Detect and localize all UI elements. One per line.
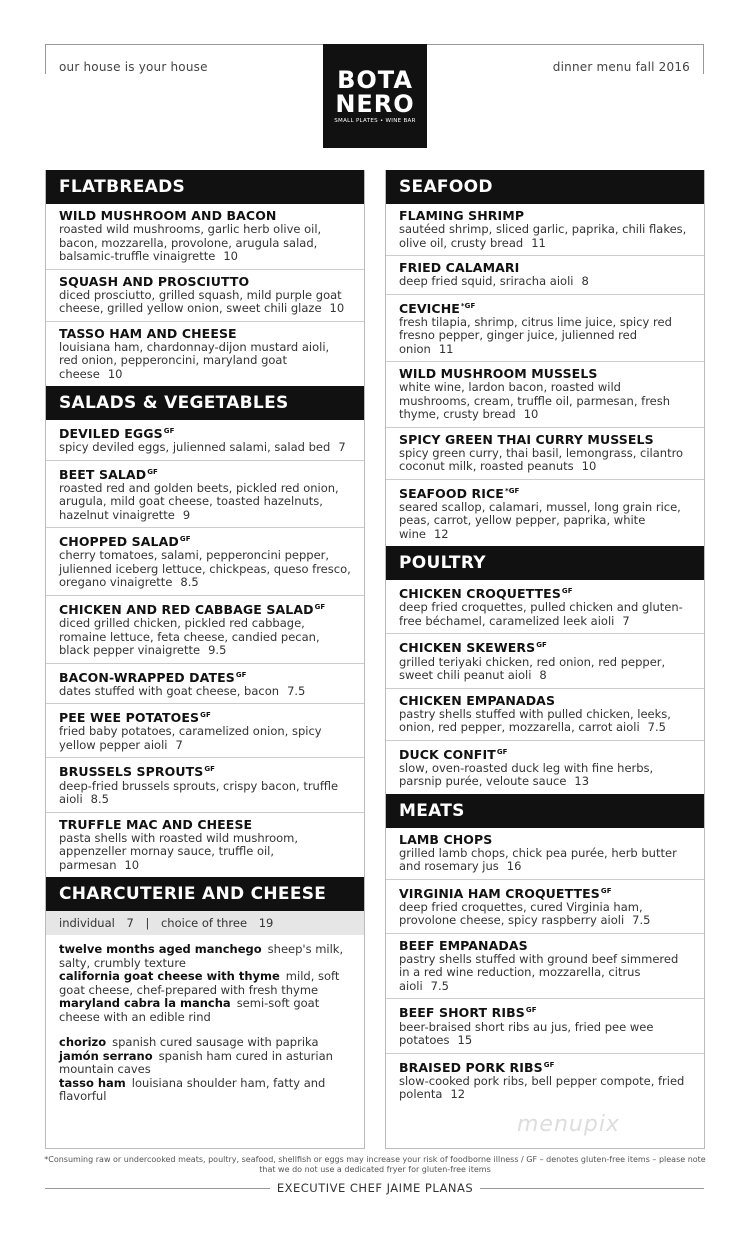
item-name bbox=[59, 762, 351, 779]
gluten-free-badge: GF bbox=[200, 711, 211, 720]
menu-item bbox=[386, 480, 704, 547]
item-name-text: CHICKEN CROQUETTES bbox=[399, 586, 561, 602]
charcuterie-description: louisiana shoulder ham, fatty and flavorful bbox=[59, 1075, 326, 1104]
item-description-text: dates stuffed with goat cheese, bacon bbox=[59, 683, 280, 698]
item-description-text: diced prosciutto, grilled squash, mild purple goat cheese, grilled yellow onion, sweet chili glaze bbox=[59, 287, 342, 315]
item-description-text: fried baby potatoes, caramelized onion, spicy yellow pepper aioli bbox=[59, 724, 322, 752]
item-price: 7 bbox=[622, 613, 630, 628]
item-description-text: grilled teriyaki chicken, red onion, red pepper, sweet chili peanut aioli bbox=[399, 654, 666, 683]
item-price: 11 bbox=[531, 235, 546, 250]
item-description bbox=[59, 780, 351, 807]
item-name bbox=[399, 208, 691, 223]
menu-item bbox=[46, 461, 364, 529]
charcuterie-description: semi-soft goat cheese with an edible rind bbox=[59, 996, 320, 1024]
item-price: 9 bbox=[182, 507, 191, 522]
individual-price: 7 bbox=[126, 916, 134, 931]
gluten-free-badge: GF bbox=[561, 587, 573, 596]
gluten-free-badge: GF bbox=[204, 765, 216, 774]
item-description-text: pastry shells stuffed with ground beef simmered in a red wine reduction, mozzarella, citrus aioli bbox=[399, 951, 679, 993]
menu-item bbox=[386, 362, 704, 428]
charcuterie-name: maryland cabra la mancha bbox=[59, 996, 231, 1011]
item-price: 7.5 bbox=[430, 978, 449, 993]
menu-item bbox=[46, 813, 364, 878]
item-name bbox=[59, 326, 351, 341]
menu-item bbox=[386, 828, 704, 880]
charcuterie-entry bbox=[59, 1036, 351, 1050]
charcuterie-entry bbox=[59, 943, 351, 970]
item-description bbox=[399, 1021, 691, 1048]
section-poultry bbox=[386, 546, 704, 793]
menu-item bbox=[386, 1054, 704, 1107]
item-price: 7.5 bbox=[287, 683, 306, 698]
item-name bbox=[59, 708, 351, 725]
gluten-free-badge: GF bbox=[314, 602, 326, 611]
gluten-free-badge: GF bbox=[543, 1060, 555, 1069]
section-title: SALADS & VEGETABLES bbox=[46, 386, 364, 420]
item-description bbox=[59, 549, 351, 590]
menu-item bbox=[46, 758, 364, 812]
item-name-text: CHOPPED SALAD bbox=[59, 534, 179, 550]
item-name-text: BACON-WRAPPED DATES bbox=[59, 669, 235, 685]
menu-item bbox=[386, 741, 704, 794]
executive-chef: EXECUTIVE CHEF JAIME PLANAS bbox=[276, 1181, 474, 1195]
item-name-text: BEEF EMPANADAS bbox=[399, 937, 528, 953]
item-name bbox=[399, 638, 691, 655]
item-name-text: LAMB CHOPS bbox=[399, 831, 493, 847]
item-name bbox=[399, 884, 691, 901]
item-list bbox=[46, 204, 364, 386]
section-title: MEATS bbox=[386, 794, 704, 828]
section-salads bbox=[46, 386, 364, 877]
watermark-logo: menupix bbox=[517, 1112, 620, 1137]
gluten-free-badge: GF bbox=[147, 467, 158, 476]
item-description-text: deep fried croquettes, cured Virginia ham, provolone cheese, spicy raspberry aioli bbox=[399, 899, 643, 928]
item-description bbox=[59, 341, 351, 382]
item-description-text: fresh tilapia, shrimp, citrus lime juice, spicy red fresno pepper, ginger juice, julienned red onion bbox=[399, 314, 672, 356]
item-price: 10 bbox=[329, 301, 345, 315]
menu-item bbox=[386, 999, 704, 1053]
item-description-text: pasta shells with roasted wild mushroom, appenzeller mornay sauce, truffle oil, parmesan bbox=[59, 830, 299, 872]
item-price: 15 bbox=[457, 1033, 473, 1048]
item-description-text: sautéed shrimp, sliced garlic, paprika, chili flakes, olive oil, crusty bread bbox=[399, 222, 687, 250]
menu-item bbox=[386, 934, 704, 1000]
item-description bbox=[59, 832, 351, 873]
item-description-text: seared scallop, calamari, mussel, long grain rice, peas, carrot, yellow pepper, paprika, white wine bbox=[399, 499, 681, 541]
item-price: 7.5 bbox=[647, 720, 666, 735]
gluten-free-badge: GF bbox=[179, 535, 191, 544]
choice-of-three-price: 19 bbox=[258, 916, 274, 931]
item-name bbox=[399, 832, 691, 847]
item-name-text: SEAFOOD RICE bbox=[399, 485, 504, 501]
menu-item bbox=[386, 204, 704, 256]
charcuterie-pricing bbox=[46, 911, 364, 935]
logo-line-1: BOTA bbox=[337, 66, 413, 94]
charcuterie-name: jamón serrano bbox=[59, 1048, 153, 1063]
item-description-text: grilled lamb chops, chick pea purée, herb butter and rosemary jus bbox=[399, 845, 677, 874]
menu-item bbox=[46, 704, 364, 758]
header-rule-right-vertical bbox=[703, 44, 704, 74]
menu-item bbox=[46, 322, 364, 387]
menu-item bbox=[46, 664, 364, 705]
charcuterie-name: twelve months aged manchego bbox=[59, 942, 262, 957]
item-description-text: slow, oven-roasted duck leg with fine herbs, parsnip purée, veloute sauce bbox=[399, 760, 654, 789]
meat-list bbox=[59, 1036, 351, 1104]
charcuterie-description: sheep's milk, salty, crumbly texture bbox=[59, 942, 344, 970]
item-name bbox=[59, 668, 351, 685]
menu-item bbox=[386, 689, 704, 741]
item-name-text: TRUFFLE MAC AND CHEESE bbox=[59, 816, 253, 832]
item-description bbox=[59, 685, 351, 699]
gluten-free-badge: GF bbox=[235, 670, 247, 679]
item-price: 7 bbox=[338, 440, 346, 455]
tagline-right: dinner menu fall 2016 bbox=[552, 60, 690, 74]
charcuterie-name: chorizo bbox=[59, 1035, 107, 1050]
gluten-free-badge: GF bbox=[600, 886, 612, 895]
item-name-text: SQUASH AND PROSCIUTTO bbox=[59, 273, 250, 289]
item-name-text: VIRGINIA HAM CROQUETTES bbox=[399, 885, 600, 901]
item-description-text: louisiana ham, chardonnay-dijon mustard aioli, red onion, pepperoncini, maryland goat cheese bbox=[59, 339, 330, 381]
section-title: POULTRY bbox=[386, 546, 704, 580]
item-name bbox=[399, 432, 691, 447]
gluten-free-badge: GF bbox=[496, 747, 508, 756]
item-name-text: CEVICHE bbox=[399, 300, 460, 316]
section-title: CHARCUTERIE AND CHEESE bbox=[46, 877, 364, 911]
item-description bbox=[399, 601, 691, 628]
item-description bbox=[399, 275, 691, 289]
item-name-text: FLAMING SHRIMP bbox=[399, 208, 525, 223]
menu-item bbox=[386, 256, 704, 295]
item-price: 12 bbox=[433, 526, 449, 541]
item-price: 16 bbox=[506, 859, 522, 874]
gluten-free-badge: GF bbox=[163, 427, 175, 435]
charcuterie-description: spanish cured sausage with paprika bbox=[112, 1035, 319, 1050]
cheese-list bbox=[59, 943, 351, 1024]
item-name bbox=[399, 1003, 691, 1020]
charcuterie-entry bbox=[59, 1050, 351, 1077]
item-price: 10 bbox=[107, 366, 123, 381]
left-column bbox=[45, 170, 365, 1149]
header-rule-right bbox=[427, 44, 704, 45]
item-name bbox=[399, 584, 691, 601]
item-name-text: PEE WEE POTATOES bbox=[59, 710, 200, 726]
item-name-text: CHICKEN EMPANADAS bbox=[399, 692, 556, 708]
item-name bbox=[399, 484, 691, 501]
item-description-text: deep fried squid, sriracha aioli bbox=[399, 274, 574, 288]
item-name bbox=[399, 260, 691, 275]
right-column bbox=[385, 170, 705, 1149]
section-meats bbox=[386, 794, 704, 1107]
item-description-text: beer-braised short ribs au jus, fried pee wee potatoes bbox=[399, 1019, 654, 1048]
item-description-text: diced grilled chicken, pickled red cabbage, romaine lettuce, feta cheese, candied pecan, black pepper vinaigrette bbox=[59, 616, 320, 658]
item-name-text: DUCK CONFIT bbox=[399, 746, 496, 762]
item-name bbox=[59, 600, 351, 617]
item-name bbox=[399, 1058, 691, 1075]
section-title: FLATBREADS bbox=[46, 170, 364, 204]
item-description bbox=[399, 708, 691, 735]
item-name-text: FRIED CALAMARI bbox=[399, 260, 520, 275]
gluten-free-badge: *GF bbox=[460, 301, 476, 310]
item-name-text: SPICY GREEN THAI CURRY MUSSELS bbox=[399, 431, 654, 447]
menu-item bbox=[386, 428, 704, 480]
item-description-text: cherry tomatoes, salami, pepperoncini pepper, julienned iceberg lettuce, chickpeas, queso fresco, oregano vinaigrette bbox=[59, 548, 351, 590]
item-description bbox=[59, 223, 351, 264]
item-name-text: BRAISED PORK RIBS bbox=[399, 1059, 543, 1075]
item-description bbox=[399, 501, 691, 542]
item-description-text: roasted red and golden beets, pickled red onion, arugula, mild goat cheese, toasted hazelnuts, hazelnut vinaigrette bbox=[59, 480, 339, 522]
charcuterie-entry bbox=[59, 997, 351, 1024]
item-description bbox=[399, 447, 691, 474]
item-description bbox=[59, 617, 351, 658]
item-name-text: CHICKEN SKEWERS bbox=[399, 640, 536, 656]
item-description bbox=[399, 901, 691, 928]
item-list bbox=[386, 204, 704, 546]
item-description-text: white wine, lardon bacon, roasted wild mushrooms, cream, truffle oil, parmesan, fresh thyme, crusty bread bbox=[399, 380, 671, 422]
charcuterie-name: tasso ham bbox=[59, 1075, 126, 1090]
item-price: 8.5 bbox=[90, 792, 109, 807]
gluten-free-badge: *GF bbox=[504, 486, 520, 495]
item-name-text: BEET SALAD bbox=[59, 466, 147, 482]
item-price: 7 bbox=[175, 737, 183, 752]
menu-item bbox=[386, 880, 704, 934]
item-name bbox=[59, 465, 351, 482]
item-list bbox=[386, 580, 704, 793]
item-price: 8.5 bbox=[180, 575, 199, 590]
item-price: 9.5 bbox=[208, 643, 227, 658]
item-list bbox=[46, 420, 364, 877]
menu-item bbox=[46, 204, 364, 270]
item-description bbox=[399, 847, 691, 874]
header-rule-left bbox=[45, 44, 323, 45]
charcuterie-description: spanish ham cured in asturian mountain caves bbox=[59, 1048, 333, 1077]
item-price: 10 bbox=[124, 857, 140, 872]
item-description bbox=[399, 953, 691, 994]
logo-subtitle: SMALL PLATES • WINE BAR bbox=[334, 118, 416, 124]
charcuterie-list bbox=[46, 935, 364, 1110]
item-description bbox=[399, 381, 691, 422]
item-description bbox=[59, 482, 351, 523]
item-price: 10 bbox=[523, 407, 539, 422]
menu-item bbox=[386, 580, 704, 634]
item-description-text: spicy deviled eggs, julienned salami, salad bed bbox=[59, 440, 331, 455]
item-name-text: BEEF SHORT RIBS bbox=[399, 1005, 525, 1021]
item-name bbox=[399, 745, 691, 762]
charcuterie-entry bbox=[59, 970, 351, 997]
item-description bbox=[399, 223, 691, 250]
item-name-text: DEVILED EGGS bbox=[59, 426, 163, 442]
item-price: 13 bbox=[574, 774, 590, 789]
item-description-text: slow-cooked pork ribs, bell pepper compote, fried polenta bbox=[399, 1073, 685, 1102]
allergy-footnote: *Consuming raw or undercooked meats, poultry, seafood, shellfish or eggs may increase your risk of foodborne illness / GF – denotes gluten-free items – please note that we do not use a dedicated fryer for gluten-free items bbox=[44, 1155, 706, 1174]
item-name bbox=[59, 532, 351, 549]
item-name bbox=[399, 299, 691, 316]
item-description bbox=[399, 656, 691, 683]
item-description bbox=[399, 1075, 691, 1102]
menu-item bbox=[386, 634, 704, 688]
item-description bbox=[399, 316, 691, 357]
item-price: 10 bbox=[223, 249, 238, 263]
gluten-free-badge: GF bbox=[525, 1006, 537, 1015]
item-name bbox=[399, 938, 691, 953]
item-description bbox=[59, 289, 351, 316]
item-list bbox=[386, 828, 704, 1107]
tagline-left: our house is your house bbox=[59, 60, 208, 74]
item-description bbox=[59, 441, 351, 455]
item-description-text: pastry shells stuffed with pulled chicken, leeks, onion, red pepper, mozzarella, carrot aioli bbox=[399, 706, 671, 735]
item-name-text: BRUSSELS SPROUTS bbox=[59, 764, 204, 780]
choice-of-three-label: choice of three bbox=[160, 916, 248, 931]
item-description bbox=[399, 762, 691, 789]
section-title: SEAFOOD bbox=[386, 170, 704, 204]
section-flatbreads bbox=[46, 170, 364, 386]
pricing-separator: | bbox=[145, 916, 150, 931]
item-description bbox=[59, 725, 351, 752]
item-description-text: spicy green curry, thai basil, lemongrass, cilantro coconut milk, roasted peanuts bbox=[399, 445, 684, 474]
item-description-text: deep-fried brussels sprouts, crispy bacon, truffle aioli bbox=[59, 778, 339, 807]
item-name bbox=[59, 424, 351, 441]
menu-item bbox=[46, 528, 364, 596]
item-description-text: deep fried croquettes, pulled chicken and gluten-free béchamel, caramelized leek aioli bbox=[399, 600, 683, 628]
item-name bbox=[59, 274, 351, 289]
charcuterie-description: mild, soft goat cheese, chef-prepared with fresh thyme bbox=[59, 969, 340, 997]
item-price: 8 bbox=[539, 668, 547, 683]
section-seafood bbox=[386, 170, 704, 546]
logo-line-2: NERO bbox=[335, 90, 415, 118]
item-name-text: CHICKEN AND RED CABBAGE SALAD bbox=[59, 602, 314, 618]
restaurant-logo bbox=[323, 44, 427, 148]
charcuterie-entry bbox=[59, 1077, 351, 1104]
menu-item bbox=[46, 270, 364, 322]
item-price: 11 bbox=[438, 341, 454, 356]
gluten-free-badge: GF bbox=[536, 641, 547, 650]
item-name bbox=[59, 208, 351, 223]
item-name-text: TASSO HAM AND CHEESE bbox=[59, 325, 237, 341]
charcuterie-name: california goat cheese with thyme bbox=[59, 969, 280, 984]
item-price: 8 bbox=[581, 274, 589, 288]
header-rule-left-vertical bbox=[45, 44, 46, 74]
item-name bbox=[59, 817, 351, 832]
item-description-text: roasted wild mushrooms, garlic herb olive oil, bacon, mozzarella, provolone, arugula salad, balsamic-truffle vinaigrette bbox=[59, 222, 322, 263]
section-charcuterie bbox=[46, 877, 364, 1110]
item-name bbox=[399, 366, 691, 381]
menu-item bbox=[46, 420, 364, 461]
menu-item bbox=[46, 596, 364, 664]
item-name-text: WILD MUSHROOM AND BACON bbox=[59, 208, 277, 223]
menu-item bbox=[386, 295, 704, 363]
individual-label: individual bbox=[59, 916, 115, 931]
item-price: 12 bbox=[450, 1087, 466, 1102]
item-name-text: WILD MUSHROOM MUSSELS bbox=[399, 366, 598, 382]
item-name bbox=[399, 693, 691, 708]
item-price: 10 bbox=[581, 459, 597, 474]
item-price: 7.5 bbox=[632, 913, 651, 928]
